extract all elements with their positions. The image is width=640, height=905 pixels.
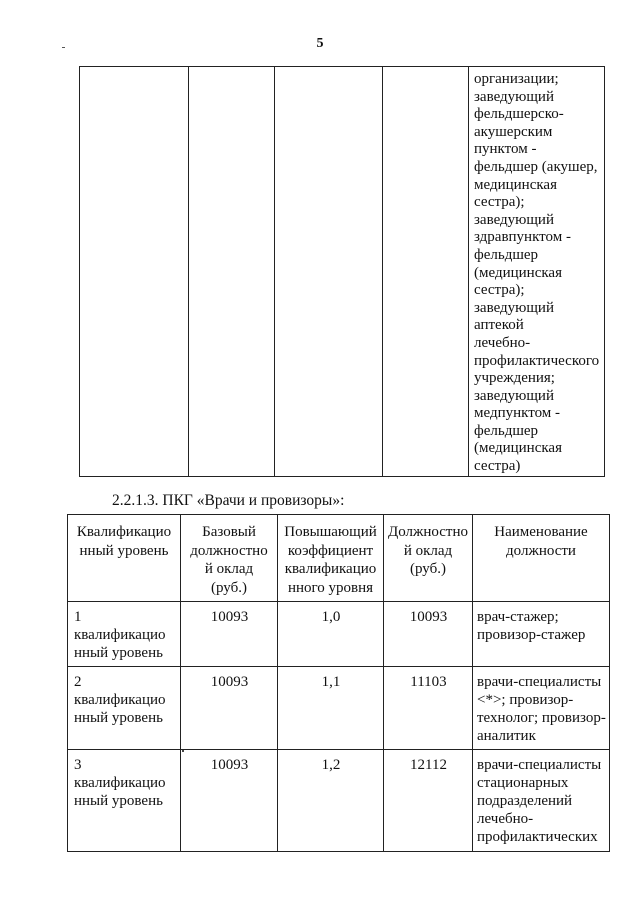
text-line: учреждения; (474, 370, 555, 387)
salary-cell: 11103 (384, 667, 473, 750)
position-line: врачи-специалисты (477, 674, 602, 690)
level-cell (68, 602, 181, 667)
position-line: <*>; провизор- (477, 692, 574, 708)
header-base-salary (181, 515, 278, 602)
positions-text (469, 67, 604, 476)
level-line: нный уровень (74, 645, 163, 661)
table-row (68, 667, 610, 750)
level-line: 1 (74, 609, 82, 625)
empty-cell (383, 67, 469, 477)
text-line: фельдшер (474, 422, 539, 439)
position-line: подразделений (477, 793, 573, 809)
salary-cell: 10093 (384, 602, 473, 667)
position-line: аналитик (477, 728, 536, 744)
text-line: фельдшерско- (474, 106, 564, 123)
level-line: квалификацио (74, 627, 166, 643)
header-line: (руб.) (211, 579, 247, 596)
base-salary-cell: 10093 (181, 602, 278, 667)
level-line: квалификацио (74, 775, 166, 791)
header-row (68, 515, 610, 602)
positions-cell (473, 750, 610, 852)
header-line: Должностно (387, 524, 469, 540)
text-line: сестра); (474, 194, 525, 211)
level-line: нный уровень (74, 793, 163, 809)
scan-speck (62, 47, 65, 48)
pkg-table (67, 514, 610, 852)
text-line: здравпунктом - (474, 229, 571, 246)
position-line: провизор-стажер (477, 627, 586, 643)
continued-table (79, 66, 605, 477)
section-title: 2.2.1.3. ПКГ «Врачи и провизоры»: (112, 492, 345, 509)
header-position-name (473, 515, 610, 602)
text-line: пунктом - (474, 141, 537, 158)
table-row (80, 67, 605, 477)
header-salary (384, 515, 473, 602)
text-line: сестра); (474, 282, 525, 299)
header-line: коэффициент (287, 542, 374, 559)
text-line: аптекой (474, 317, 524, 334)
header-qualification-level (68, 515, 181, 602)
empty-cell (275, 67, 383, 477)
position-line: профилактических (477, 829, 598, 845)
text-line: акушерским (474, 123, 553, 140)
header-line: Базовый (202, 524, 256, 540)
text-line: фельдшер (акушер, (474, 158, 598, 175)
position-line: врач-стажер; (477, 609, 559, 625)
text-line: сестра) (474, 458, 521, 475)
level-line: 2 (74, 674, 82, 690)
text-line: организации; (474, 71, 559, 87)
text-line: профилактического (474, 352, 600, 369)
text-line: медпунктом - (474, 405, 561, 422)
text-line: лечебно- (474, 334, 531, 351)
salary-cell: 12112 (384, 750, 473, 852)
header-line: должности (506, 542, 576, 559)
page-number: 5 (316, 36, 324, 51)
positions-cell (469, 67, 605, 477)
text-line: заведующий (474, 299, 554, 316)
header-coefficient (278, 515, 384, 602)
level-cell (68, 667, 181, 750)
header-line: нный уровень (79, 542, 169, 559)
position-line: технолог; провизор- (477, 710, 606, 726)
header-line: Повышающий (284, 524, 377, 540)
base-salary-cell: 10093 (181, 667, 278, 750)
base-salary-cell: 10093 (181, 750, 278, 852)
table-row (68, 602, 610, 667)
header-line: нного уровня (287, 579, 374, 596)
coefficient-cell: 1,2 (278, 750, 384, 852)
scan-speck (182, 750, 184, 752)
header-line: Наименование (494, 524, 588, 540)
level-line: нный уровень (74, 710, 163, 726)
table-row (68, 750, 610, 852)
coefficient-cell: 1,1 (278, 667, 384, 750)
position-line: лечебно- (477, 811, 534, 827)
positions-cell (473, 667, 610, 750)
header-line: должностно (190, 542, 268, 559)
position-line: стационарных (477, 775, 569, 791)
level-line: 3 (74, 757, 82, 773)
positions-cell (473, 602, 610, 667)
position-line: врачи-специалисты (477, 757, 602, 773)
text-line: заведующий (474, 211, 554, 228)
header-line: й оклад (403, 542, 453, 559)
text-line: заведующий (474, 88, 554, 105)
text-line: (медицинская (474, 440, 562, 457)
header-line: квалификацио (284, 561, 377, 577)
header-line: й оклад (204, 561, 254, 577)
level-line: квалификацио (74, 692, 166, 708)
text-line: заведующий (474, 387, 554, 404)
empty-cell (189, 67, 275, 477)
header-line: (руб.) (410, 561, 446, 577)
coefficient-cell: 1,0 (278, 602, 384, 667)
header-line: Квалификацио (76, 524, 172, 540)
empty-cell (80, 67, 189, 477)
level-cell (68, 750, 181, 852)
text-line: медицинская (474, 176, 557, 193)
text-line: (медицинская (474, 264, 562, 281)
text-line: фельдшер (474, 246, 539, 263)
